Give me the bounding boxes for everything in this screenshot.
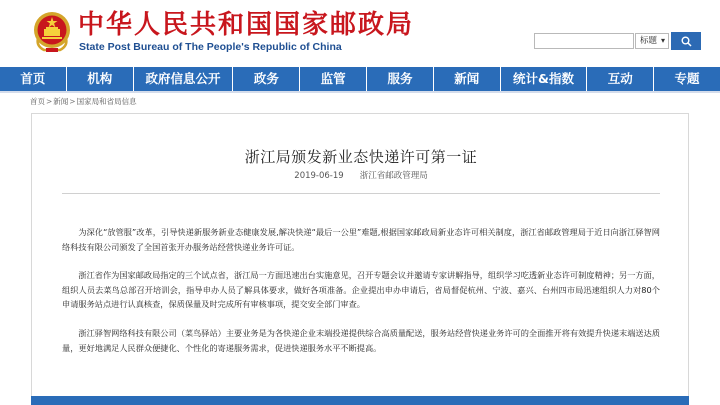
footer-bar <box>31 396 689 405</box>
article-title: 浙江局颁发新业态快递许可第一证 <box>244 148 478 166</box>
article-paragraph: 浙江驿智网络科技有限公司（菜鸟驿站）主要业务是为各快递企业末端投递提供综合高质量配送，服务站经营快递业务许可的全面推开将有效提升快递末端送达质量，更好地满足人民群众便捷化、个性化的寄递服务需求，促进快递服务水平不断提高。 <box>62 328 660 353</box>
breadcrumb <box>30 97 137 107</box>
nav-item-institutions[interactable]: 机构 <box>67 67 134 91</box>
national-emblem-icon <box>32 10 72 52</box>
nav-item-services[interactable]: 服务 <box>367 67 434 91</box>
nav-item-statistics[interactable]: 统计&指数 <box>501 67 588 91</box>
nav-item-topics[interactable]: 专题 <box>674 71 700 86</box>
search-scope-select[interactable] <box>635 33 669 49</box>
chevron-down-icon: ▾ <box>660 36 665 45</box>
nav-divider <box>0 91 720 93</box>
nav-item-gov-info[interactable]: 政府信息公开 <box>134 67 234 91</box>
site-header <box>0 0 720 64</box>
search-input[interactable] <box>534 33 634 49</box>
nav-item-home[interactable]: 首页 <box>0 67 67 91</box>
nav-item-affairs[interactable]: 政务 <box>233 67 300 91</box>
article-paragraph: 为深化“放管服”改革，引导快递新服务新业态健康发展,解决快递“最后一公里”难题,根据国家邮政局新业态许可相关制度，浙江省邮政管理局于近日向浙江驿智网络科技有限公司颁发了全国首张开办服务站经营快递业务许可证。 <box>62 227 660 252</box>
article-paragraph: 浙江省作为国家邮政局指定的三个试点省，浙江局一方面迅速出台实施意见，召开专题会议并邀请专家讲解指导，组织学习吃透新业态许可制度精神；另一方面，组织人员去菜鸟总部召开培训会，指导申办人员了解具体要求，做好各项准备。企业提出申办申请后，省局督促杭州、宁波、嘉兴、台州四市局迅速组织人力对80个申请服务站点进行认真核查，保质保量及时完成所有审核事项，提交安全部门审查。 <box>62 270 660 309</box>
site-subtitle: State Post Bureau of The People's Republic of China <box>79 41 342 53</box>
breadcrumb-separator: > <box>46 97 53 106</box>
nav-item-supervision[interactable]: 监管 <box>300 67 367 91</box>
article-date: 2019-06-19 <box>294 171 344 181</box>
nav-item-interaction[interactable]: 互动 <box>587 67 654 91</box>
breadcrumb-home[interactable]: 首页 <box>30 97 45 106</box>
title-divider <box>62 193 660 194</box>
site-title: 中华人民共和国国家邮政局 <box>78 10 415 40</box>
search-button[interactable] <box>671 32 701 50</box>
main-nav <box>0 67 720 91</box>
breadcrumb-bureau-info[interactable]: 国家局和省局信息 <box>76 97 137 106</box>
article-source: 浙江省邮政管理局 <box>359 171 428 181</box>
article-container <box>31 113 689 405</box>
search-scope-value: 标题 <box>640 36 658 46</box>
breadcrumb-news[interactable]: 新闻 <box>53 97 69 106</box>
search-icon <box>681 36 692 47</box>
nav-item-news[interactable]: 新闻 <box>434 67 501 91</box>
breadcrumb-separator: > <box>69 97 76 106</box>
article-meta <box>32 171 690 182</box>
